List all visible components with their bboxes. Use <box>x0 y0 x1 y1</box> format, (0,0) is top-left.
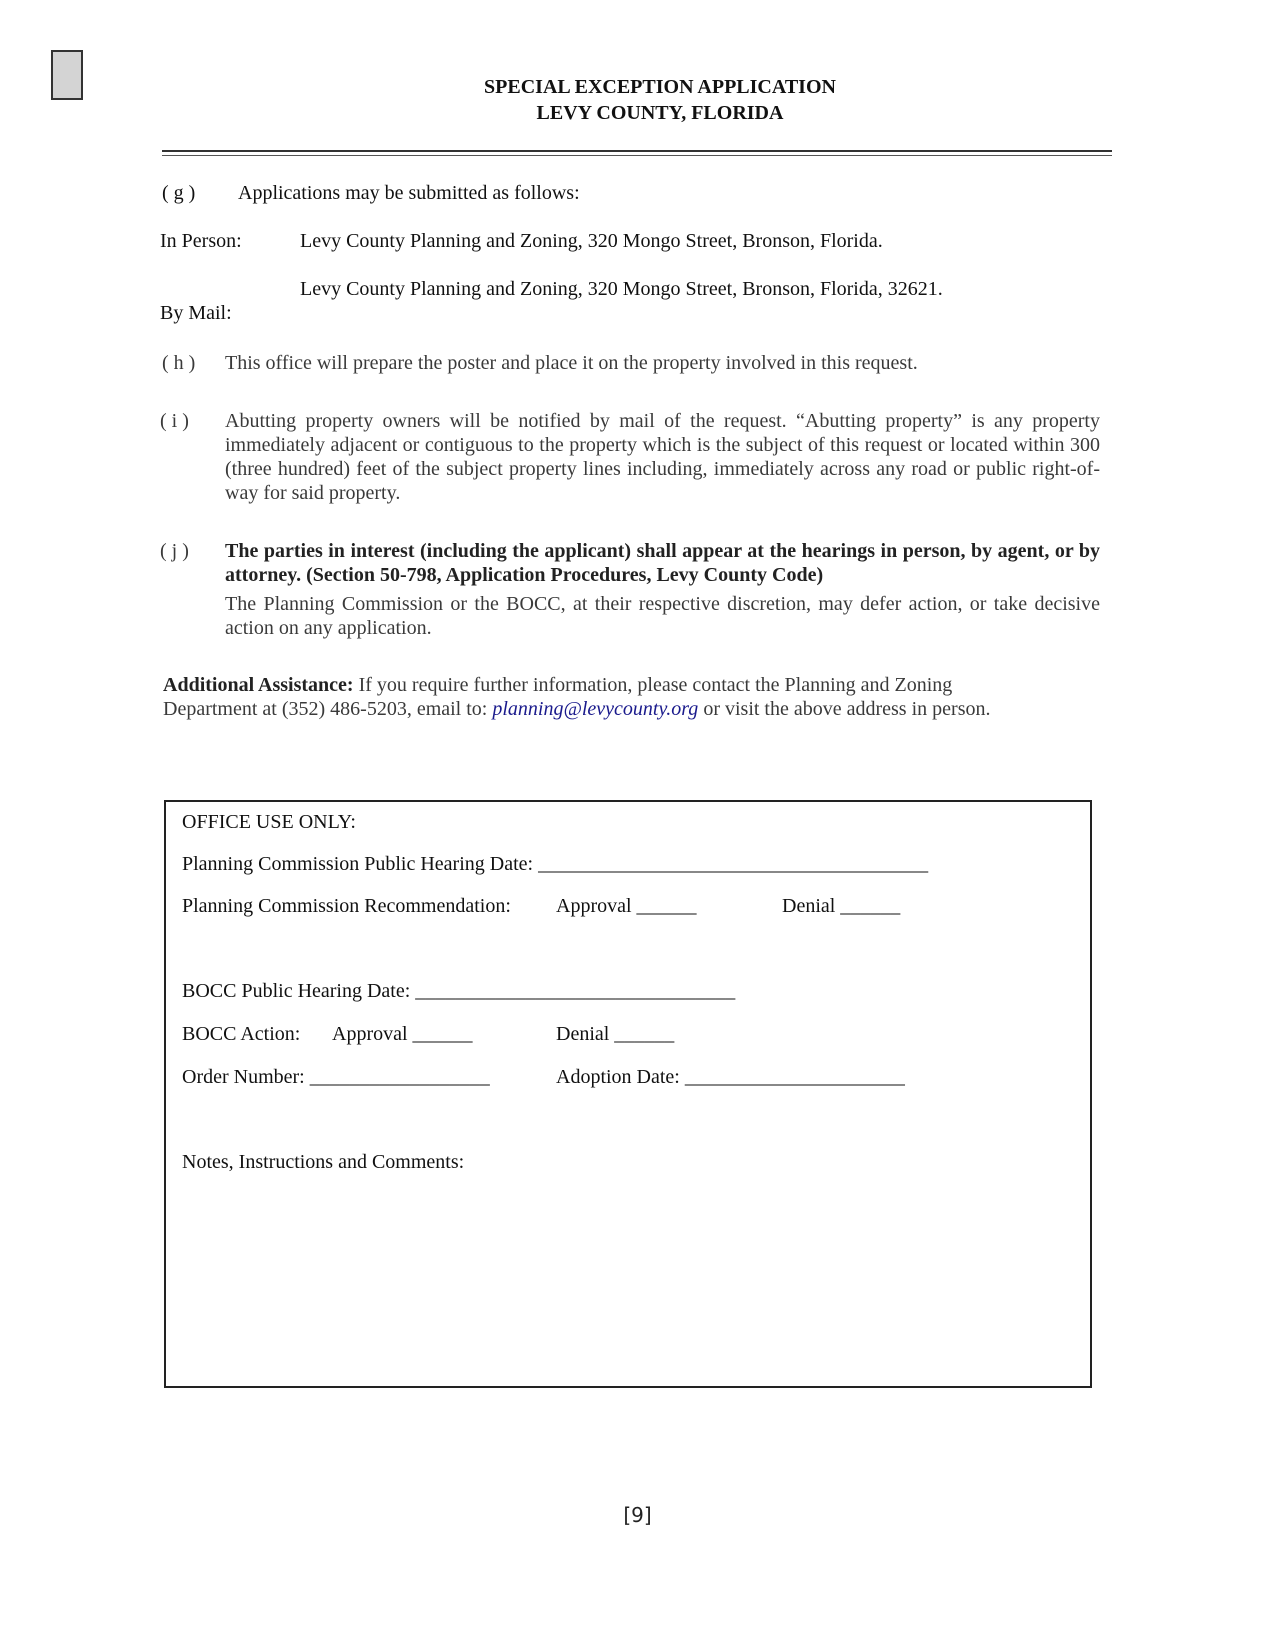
pc-approval-field[interactable]: Approval ______ <box>556 895 697 917</box>
header-rule-thin <box>162 155 1112 156</box>
in-person-label: In Person: <box>160 230 242 252</box>
pc-denial-field[interactable]: Denial ______ <box>782 895 901 917</box>
bocc-hearing-date-field[interactable]: BOCC Public Hearing Date: ________________________________ <box>182 980 736 1002</box>
assistance-email-link[interactable]: planning@levycounty.org <box>492 698 699 720</box>
in-person-address: Levy County Planning and Zoning, 320 Mongo Street, Bronson, Florida. <box>300 230 883 252</box>
section-g-marker: ( g ) <box>162 182 196 204</box>
section-g-text: Applications may be submitted as follows: <box>238 182 580 204</box>
pc-hearing-date-field[interactable]: Planning Commission Public Hearing Date: _______________________________________ <box>182 853 929 875</box>
pc-recommendation-label: Planning Commission Recommendation: <box>182 895 511 917</box>
by-mail-label: By Mail: <box>160 302 232 324</box>
section-j-text: The Planning Commission or the BOCC, at their respective discretion, may defer action, or take decisive action on any application. <box>225 593 1100 639</box>
document-header <box>160 74 1160 126</box>
page-number: [9] <box>623 1503 652 1527</box>
section-h-text: This office will prepare the poster and place it on the property involved in this request. <box>225 352 918 374</box>
order-number-field[interactable]: Order Number: __________________ <box>182 1066 490 1088</box>
bocc-action-label: BOCC Action: <box>182 1023 301 1045</box>
section-h-marker: ( h ) <box>162 352 196 374</box>
section-j-bold-text: The parties in interest (including the applicant) shall appear at the hearings in person, by agent, or by attorney. (Section 50-798, Application Procedures, Levy County Code) <box>225 540 1100 586</box>
additional-assistance <box>163 673 1043 721</box>
assistance-text-before: If you require further information, please contact the Planning and Zoning Department at (352) 486-5203, email to: <box>163 674 953 720</box>
bocc-denial-field[interactable]: Denial ______ <box>556 1023 675 1045</box>
document-title: SPECIAL EXCEPTION APPLICATION <box>484 76 836 98</box>
office-use-box <box>164 800 1092 1388</box>
office-use-title: OFFICE USE ONLY: <box>182 811 356 833</box>
assistance-text-after: or visit the above address in person. <box>698 698 991 720</box>
by-mail-address: Levy County Planning and Zoning, 320 Mongo Street, Bronson, Florida, 32621. <box>300 278 943 300</box>
section-j-marker: ( j ) <box>160 540 189 562</box>
notes-label: Notes, Instructions and Comments: <box>182 1151 465 1173</box>
corner-marker <box>51 50 83 100</box>
section-i-marker: ( i ) <box>160 410 189 432</box>
section-i-text: Abutting property owners will be notified by mail of the request. “Abutting property” is any property immediately adjacent or contiguous to the property which is the subject of this request or located within 300 (three hundred) feet of the subject property lines including, immediately across any road or public right-of-way for said property. <box>225 410 1100 504</box>
header-rule <box>162 150 1112 152</box>
document-subtitle: LEVY COUNTY, FLORIDA <box>536 102 784 124</box>
adoption-date-field[interactable]: Adoption Date: ______________________ <box>556 1066 905 1088</box>
assistance-label: Additional Assistance: <box>163 674 354 696</box>
bocc-approval-field[interactable]: Approval ______ <box>332 1023 473 1045</box>
